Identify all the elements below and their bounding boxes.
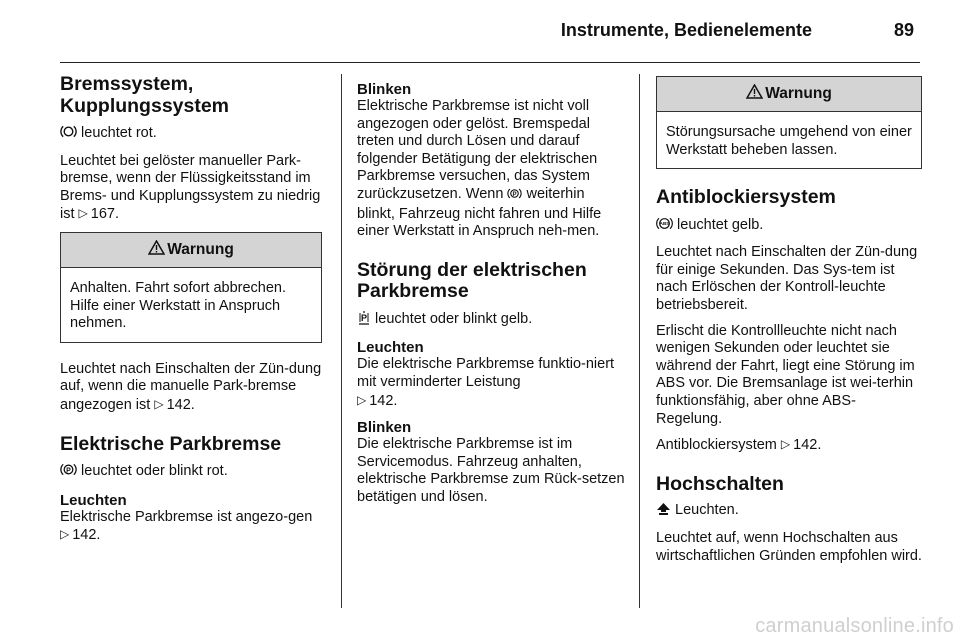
subheading-blinken: Blinken (357, 419, 412, 437)
subheading-blinken: Blinken (357, 81, 412, 98)
warning-text: Anhalten. Fahrt sofort abbrechen. Hilfe einer Werkstatt in Anspruch nehmen. (70, 279, 287, 332)
abs-status: ABS leuchtet gelb. (656, 216, 922, 237)
svg-text:ABS: ABS (659, 220, 670, 226)
warning-header: Warnung (61, 233, 321, 268)
abs-text-1: Leuchtet nach Einschalten der Zün-dung für einige Sekunden. Das Sys-tem ist nach Erlöschen der Kontroll-leuchte betriebsbereit. (656, 244, 918, 314)
warning-text: Störungsursache umgehend von einer Werkstatt beheben lassen. (666, 124, 912, 158)
page-number: 89 (893, 20, 914, 40)
svg-text:P: P (512, 191, 517, 198)
warning-triangle-icon (148, 240, 165, 260)
parking-brake-note: Leuchtet nach Einschalten der Zün-dung auf, wenn die manuelle Park-bremse angezogen ist ▷ 142. (60, 360, 322, 413)
triangle-arrow-icon: ▷ (78, 206, 88, 221)
subheading-leuchten: Leuchten (60, 491, 127, 509)
brake-status: leuchtet rot. (60, 124, 322, 145)
warning-box (656, 76, 922, 169)
upshift-status: Leuchten. (656, 502, 922, 522)
abs-text-2: Erlischt die Kontrollleuchte nicht nach wenigen Sekunden oder leuchtet sie während der Fahrt, liegt eine Störung im ABS vor. Die Bremsanlage ist wei-terhin funktionsfähig, aber ohne ABS-Regelung. (656, 322, 915, 427)
abs-icon (656, 216, 673, 237)
fault-blinken-text: Die elektrische Parkbremse ist im Servicemodus. Fahrzeug anhalten, elektrische Parkbremse zum Rück-setzen betätigen und lösen. (357, 436, 625, 505)
header-rule (60, 62, 920, 63)
subheading-leuchten: Leuchten (357, 339, 424, 357)
svg-text:P: P (360, 312, 368, 323)
parking-brake-icon (507, 187, 522, 206)
fault-status: P leuchtet oder blinkt gelb. (357, 310, 625, 331)
triangle-arrow-icon: ▷ (780, 437, 791, 452)
triangle-arrow-icon: ▷ (357, 392, 367, 407)
column-divider (639, 74, 640, 608)
svg-text:P: P (66, 467, 71, 475)
leuchten-text: Elektrische Parkbremse ist angezo-gen ▷ 142. (60, 508, 313, 544)
column-3 (656, 76, 922, 573)
section-heading-parking-brake-fault: Störung der elektrischen Parkbremse (357, 258, 587, 303)
parking-brake-fault-icon (357, 310, 371, 331)
section-heading-electric-parking-brake: Elektrische Parkbremse (60, 432, 282, 455)
section-heading-abs: Antiblockiersystem (656, 186, 836, 209)
upshift-text: Leuchtet auf, wenn Hochschalten aus wirtschaftlichen Gründen empfohlen wird. (656, 529, 922, 564)
fault-leuchten-text: Die elektrische Parkbremse funktio-niert mit verminderter Leistung ▷ 142. (357, 356, 615, 409)
section-heading-upshift: Hochschalten (656, 472, 784, 495)
triangle-arrow-icon: ▷ (60, 527, 70, 542)
parking-brake-icon (60, 462, 77, 483)
warning-header: Warnung (657, 77, 921, 112)
blinken-text: Elektrische Parkbremse ist nicht voll angezogen oder gelöst. Bremspedal treten und durch Lösen und darauf folgender Betätigung der elektrischen Parkbremse versuchen, das System zurückzusetzen. Wenn P weiterhin blinkt, Fahrzeug nicht fahren und Hilfe einer Werkstatt in Anspruch neh-men. (357, 98, 602, 240)
warning-box (60, 232, 322, 343)
triangle-arrow-icon: ▷ (154, 396, 164, 411)
abs-reference: Antiblockiersystem ▷ 142. (656, 437, 822, 454)
page-header-title: Instrumente, Bedienelemente (560, 20, 812, 40)
warning-triangle-icon (746, 84, 763, 104)
column-2 (357, 74, 625, 515)
section-heading-brake-system: Bremssystem, Kupplungssystem (60, 73, 230, 117)
column-1 (60, 74, 322, 553)
upshift-arrow-icon (656, 502, 671, 522)
brake-warning-icon (60, 124, 77, 145)
watermark: carmanualsonline.info (755, 615, 954, 637)
epb-status: P leuchtet oder blinkt rot. (60, 462, 322, 483)
brake-description: Leuchtet bei gelöster manueller Park-bremse, wenn der Flüssigkeitsstand im Brems- und Kupplungssystem zu niedrig ist ▷ 167. (60, 152, 321, 223)
column-divider (341, 74, 342, 608)
